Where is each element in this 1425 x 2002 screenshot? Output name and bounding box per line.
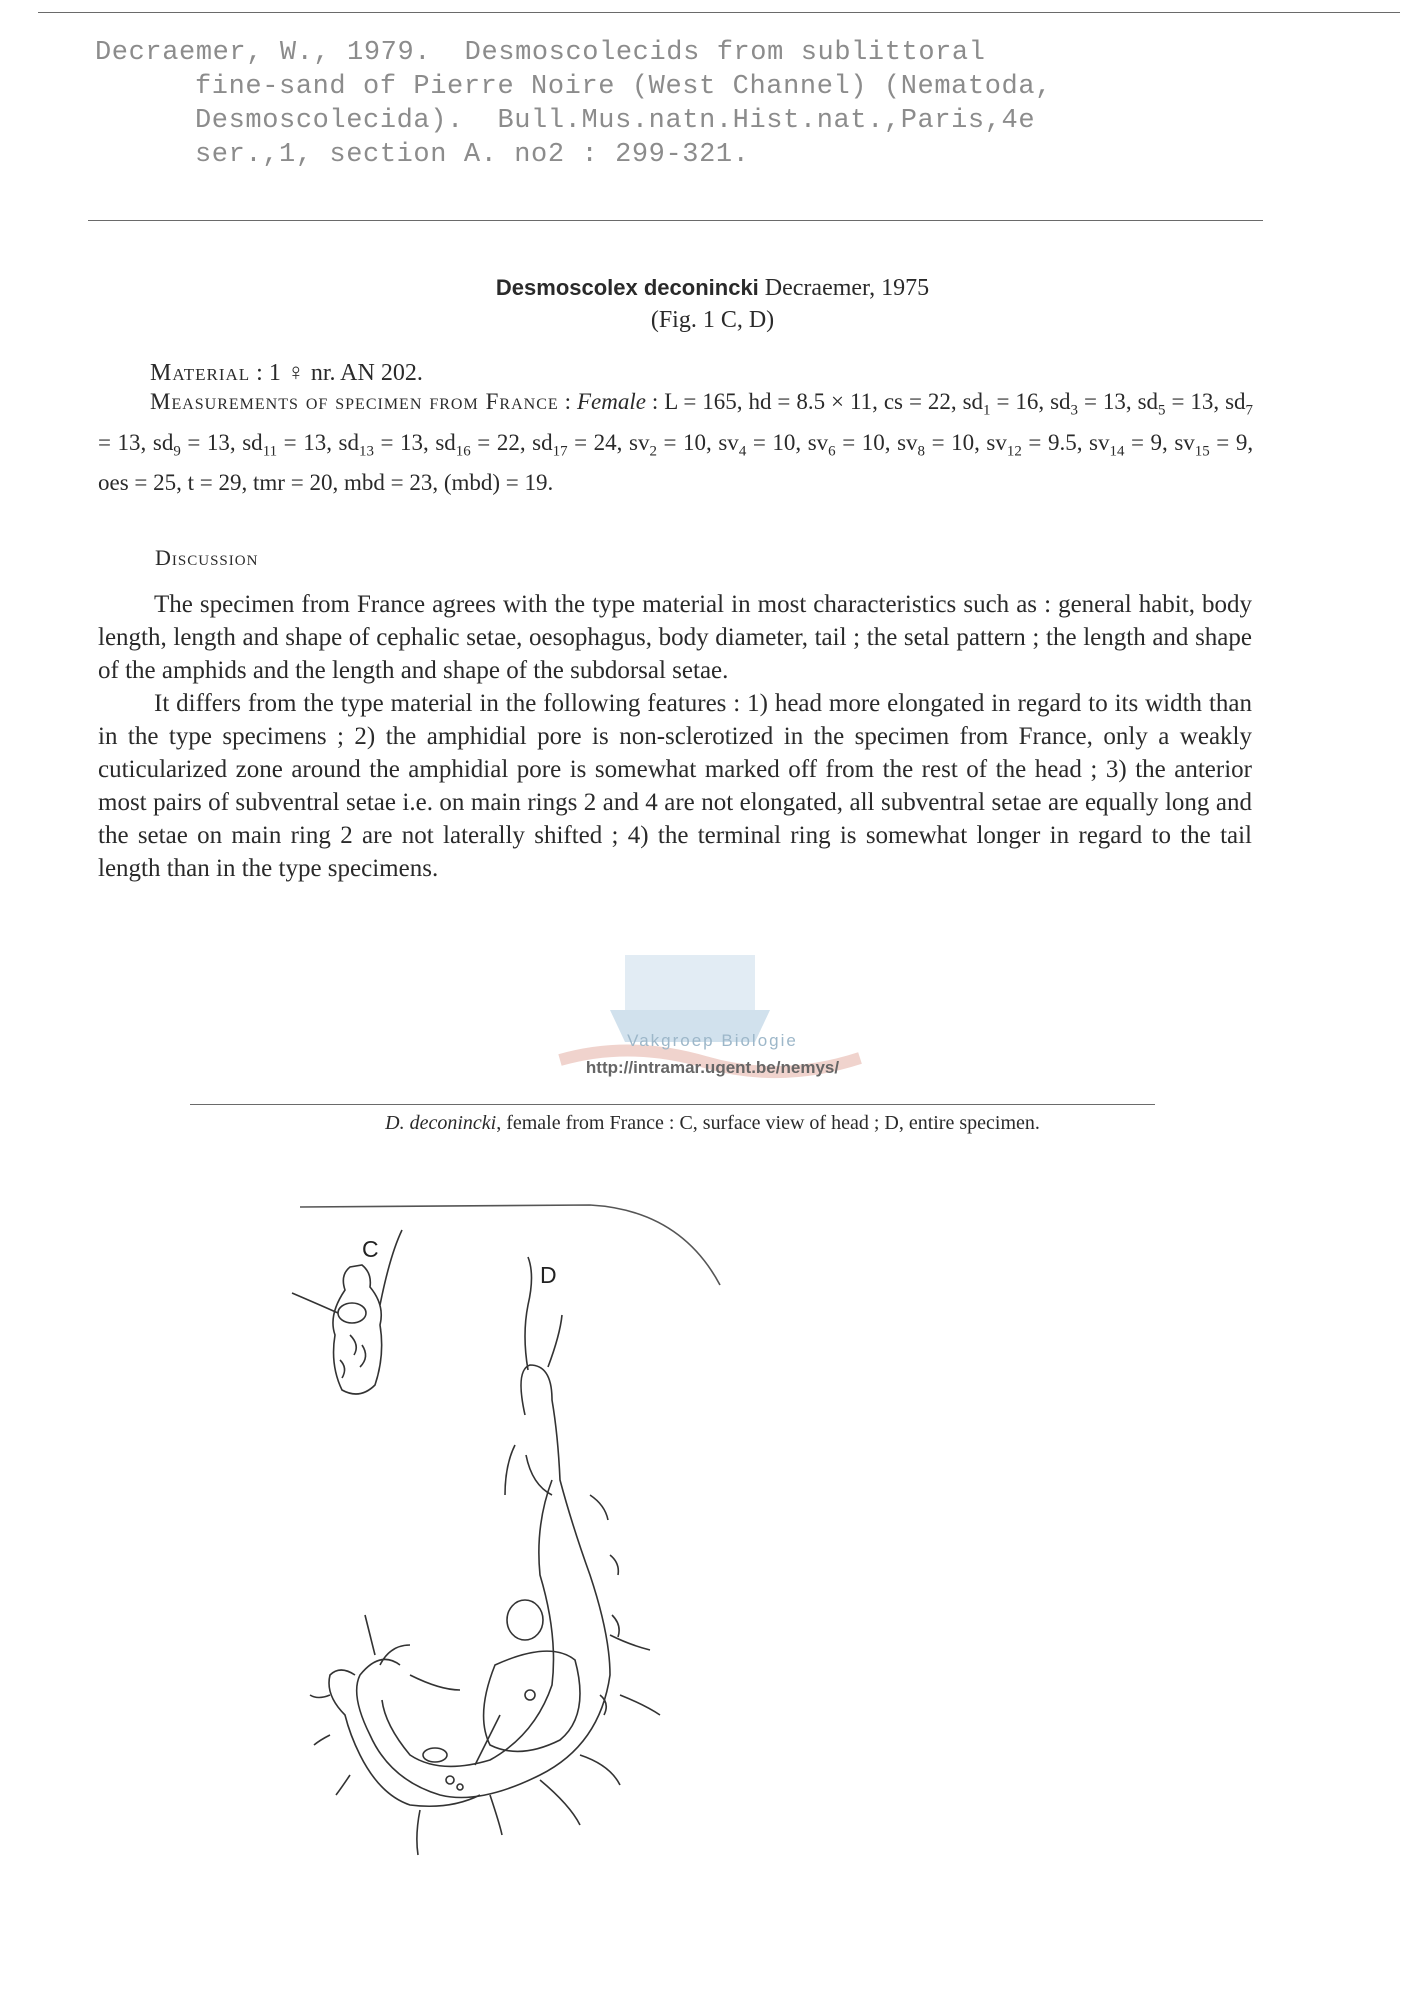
value-sv14: 9: [1150, 429, 1163, 455]
material-label: Material: [150, 360, 251, 386]
measurements-label: Measurements of specimen from France: [150, 389, 559, 414]
value-sd3: 13: [1102, 389, 1126, 414]
value-oes: 25: [153, 470, 177, 496]
citation-line-2: fine-sand of Pierre Noire (West Channel) (Nematoda,: [195, 72, 1052, 102]
value-sd13: 13: [400, 429, 424, 455]
value-sv8: 10: [951, 429, 975, 455]
figure-caption: [0, 1112, 1425, 1135]
value-sv15: 9: [1235, 429, 1248, 455]
value-sd5: 13: [1190, 389, 1214, 414]
caption-rule: [190, 1104, 1155, 1105]
value-mbd: 23: [409, 470, 433, 496]
value-sd11: 13: [303, 429, 327, 455]
discussion-paragraph-2: It differs from the type material in the following features : 1) head more elongated in regard to its width than in the type specimens ; 2) the amphidial pore is non-sclerotized in the specimen from France, only a weakly cuticularized zone around the amphidial pore is somewhat marked off from the rest of the head ; 3) the anterior most pairs of subventral setae i.e. on main rings 2 and 4 are not elongated, all subventral setae are equally long and the setae on main ring 2 are not laterally shifted ; 4) the terminal ring is somewhat longer in regard to the tail length than in the type specimens.: [98, 690, 1252, 882]
caption-text: , female from France : C, surface view of head ; D, entire specimen.: [496, 1112, 1040, 1134]
value-sd9: 13: [206, 429, 230, 455]
discussion-paragraph-1: The specimen from France agrees with the type material in most characteristics such as : general habit, body length, length and shape of cephalic setae, oesophagus, body diameter, tail ; the setal pattern ; the length and shape of the amphids and the length and shape of the subdorsal setae.: [98, 591, 1252, 684]
figure-label-d: D: [540, 1262, 557, 1288]
value-t: 29: [218, 470, 242, 496]
species-heading: [0, 272, 1425, 336]
value-hd: 8.5 × 11: [796, 389, 873, 414]
discussion-body: [98, 588, 1252, 885]
value-sd16: 22: [496, 429, 520, 455]
figure-drawing: [290, 1195, 860, 1945]
value-sv12: 9.5: [1047, 429, 1077, 455]
value-sd17: 24: [593, 429, 617, 455]
value-mbd-paren: 19: [524, 470, 548, 496]
species-author: Decraemer, 1975: [764, 275, 930, 301]
material-line: [150, 358, 423, 388]
discussion-heading: Discussion: [155, 545, 259, 570]
value-sd1: 16: [1015, 389, 1039, 414]
figure-label-c: C: [362, 1236, 379, 1262]
value-tmr: 20: [309, 470, 333, 496]
citation-line-3: Desmoscolecida). Bull.Mus.natn.Hist.nat.,Paris,4e: [195, 106, 1036, 136]
head-drawing-c: [292, 1230, 402, 1394]
caption-species: D. deconincki: [385, 1112, 497, 1134]
citation-block: [95, 36, 1255, 172]
watermark-text: Vakgroep Biologie: [627, 1031, 798, 1050]
value-L: 165: [702, 389, 737, 414]
value-sd7: 13: [117, 429, 141, 455]
value-cs: 22: [927, 389, 951, 414]
citation-line-1: Decraemer, W., 1979. Desmoscolecids from sublittoral: [95, 38, 986, 68]
citation-rule: [88, 220, 1263, 221]
value-sv2: 10: [683, 429, 707, 455]
top-rule: [38, 12, 1400, 13]
figure-reference: (Fig. 1 C, D): [650, 307, 775, 333]
value-sv4: 10: [772, 429, 796, 455]
species-name: Desmoscolex deconincki: [495, 275, 759, 300]
value-sv6: 10: [861, 429, 885, 455]
material-text: : 1 ♀ nr. AN 202.: [256, 360, 423, 386]
measurements-block: Measurements of specimen from France : Female : L = 165, hd = 8.5 × 11, cs = 22, $sd_1 = 16$, $sd_3 = 13$, $sd_5 = 13$, $sd_7 = 13$, $sd_9 = 13$, $sd_{11} = 13$, $sd_{13} = 13$, $sd_{16} = 22$, $sd_{17} = 24$, $sv_2 = 10$, $sv_4 = 10$, $sv_6 = 10$, $sv_8 = 10$, $sv_{12} = 9.5$, $sv_{14} = 9$, $sv_{15} = 9$, oes = 25, t = 29, tmr = 20, mbd = 23, (mbd) = 19.: [98, 389, 1254, 496]
citation-line-4: ser.,1, section A. no2 : 299-321.: [195, 140, 750, 170]
measurements-sex: Female: [576, 389, 646, 414]
watermark-url[interactable]: http://intramar.ugent.be/nemys/: [585, 1058, 840, 1077]
